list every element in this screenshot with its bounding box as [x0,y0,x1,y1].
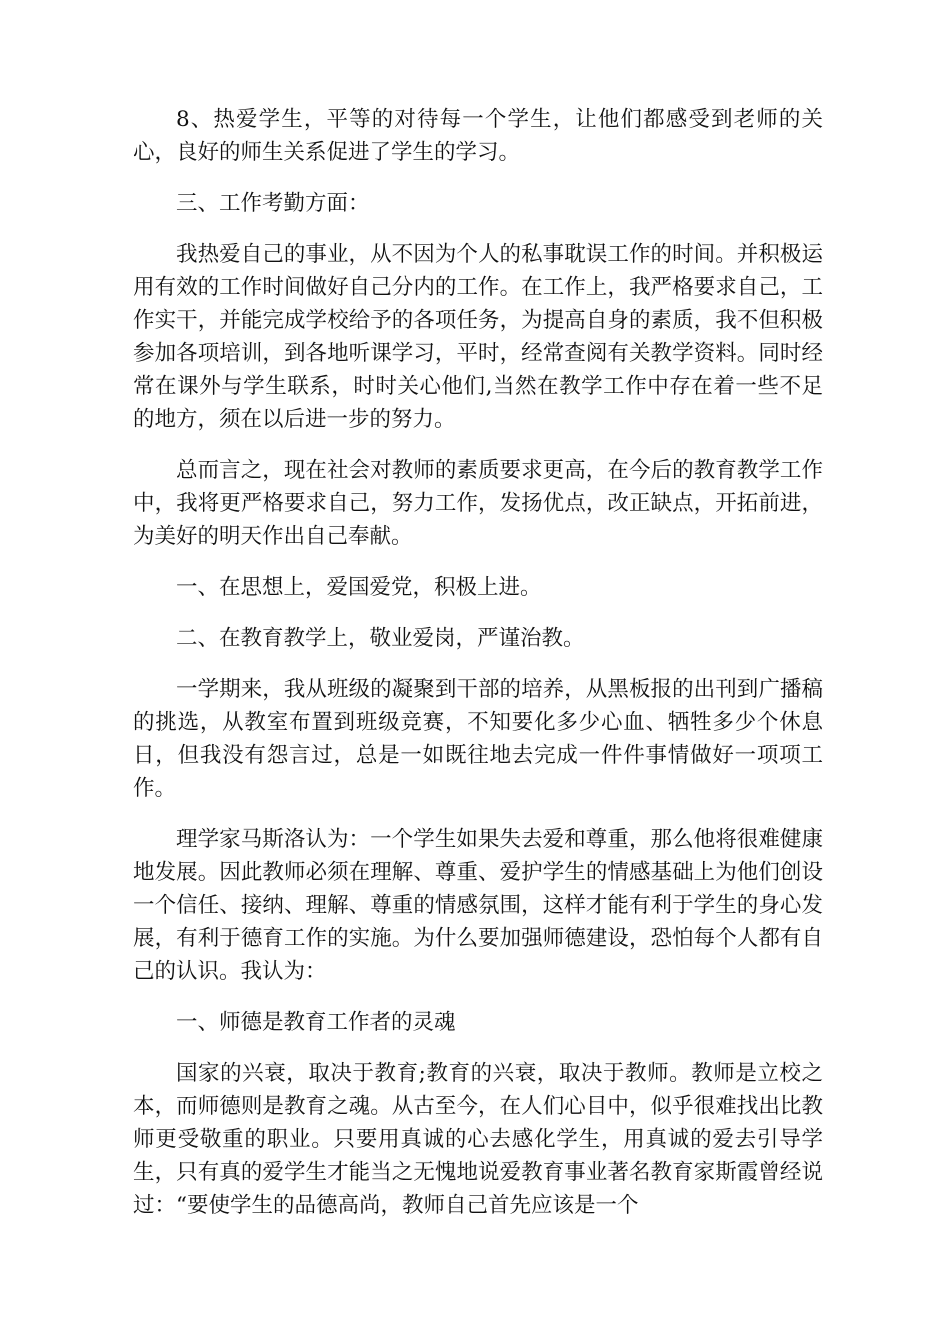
paragraph-attendance: 我热爱自己的事业，从不因为个人的私事耽误工作的时间。并积极运用有效的工作时间做好自己分内的工作。在工作上，我严格要求自己，工作实干，并能完成学校给予的各项任务，为提高自身的素质，我不但积极参加各项培训，到各地听课学习，平时，经常查阅有关教学资料。同时经常在课外与学生联系，时时关心他们,当然在教学工作中存在着一些不足的地方，须在以后进一步的努力。 [133,242,823,432]
paragraph-maslow: 理学家马斯洛认为：一个学生如果失去爱和尊重，那么他将很难健康地发展。因此教师必须在理解、尊重、爱护学生的情感基础上为他们创设一个信任、接纳、理解、尊重的情感氛围，这样才能有利于学生的身心发展，有利于德育工作的实施。为什么要加强师德建设，恐怕每个人都有自己的认识。我认为： [133,827,823,984]
paragraph-love-students: 8、热爱学生，平等的对待每一个学生，让他们都感受到老师的关心，良好的师生关系促进了学生的学习。 [133,107,823,165]
heading-ideology: 一、在思想上，爱国爱党，积极上进。 [176,575,542,600]
paragraph-summary: 总而言之，现在社会对教师的素质要求更高，在今后的教育教学工作中，我将更严格要求自己，努力工作，发扬优点，改正缺点，开拓前进，为美好的明天作出自己奉献。 [133,458,823,549]
heading-attendance: 三、工作考勤方面： [176,191,370,216]
heading-teaching: 二、在教育教学上，敬业爱岗，严谨治教。 [176,626,585,651]
paragraph-semester: 一学期来，我从班级的凝聚到干部的培养，从黑板报的出刊到广播稿的挑选，从教室布置到班级竞赛，不知要化多少心血、牺牲多少个休息日，但我没有怨言过，总是一如既往地去完成一件件事情做好一项项工作。 [133,677,823,801]
paragraph-national-education: 国家的兴衰，取决于教育;教育的兴衰，取决于教师。教师是立校之本，而师德则是教育之魂。从古至今，在人们心目中，似乎很难找出比教师更受敬重的职业。只要用真诚的心去感化学生，用真诚的爱去引导学生，只有真的爱学生才能当之无愧地说爱教育事业著名教育家斯霞曾经说过：“要使学生的品德高尚，教师自己首先应该是一个 [133,1061,823,1218]
heading-teacher-ethics: 一、师德是教育工作者的灵魂 [176,1010,456,1035]
document-page [133,103,823,1240]
